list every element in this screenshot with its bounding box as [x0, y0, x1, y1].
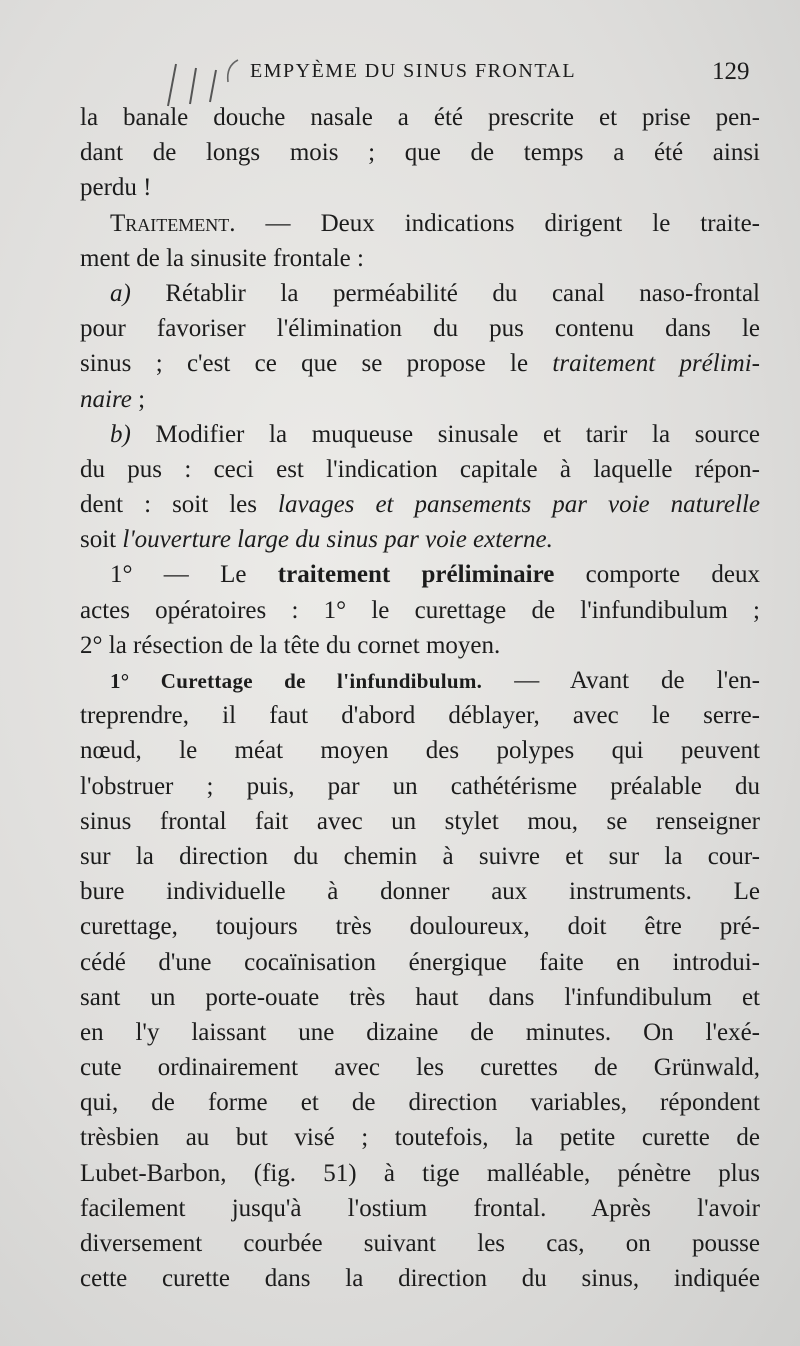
text-line: cette curette dans la direction du sinus, indiquée — [80, 1265, 760, 1293]
emphasis-text: l'ouverture large du sinus par voie externe. — [122, 526, 553, 554]
text-line: cédé d'une cocaïnisation énergique faite en introdui- — [80, 948, 760, 976]
emphasis-text: naire — [80, 385, 132, 413]
text-line: perdu ! — [80, 174, 152, 202]
text-run: 1° — Le — [110, 561, 278, 589]
text-line: la banale douche nasale a été prescrite et prise pen- — [80, 104, 760, 131]
body-text — [80, 100, 760, 1296]
text-line: facilement jusqu'à l'ostium frontal. Après l'avoir — [80, 1194, 760, 1222]
text-line — [80, 206, 760, 241]
text-line: pour favoriser l'élimination du pus contenu dans le — [80, 315, 760, 343]
text-line — [80, 663, 760, 698]
text-run: sinus ; c'est ce que se propose le — [80, 350, 553, 378]
text-line — [80, 417, 760, 452]
text-line — [80, 522, 760, 557]
text-line: bure individuelle à donner aux instruments. Le — [80, 878, 760, 906]
section-heading-traitement: Traitement. — [110, 209, 236, 237]
text-line — [80, 557, 760, 592]
text-line: dant de longs mois ; que de temps a été ainsi — [80, 139, 760, 167]
list-marker-a: a) — [110, 279, 131, 307]
text-run: — Avant de l'en- — [482, 667, 760, 694]
text-line: ment de la sinusite frontale : — [80, 244, 364, 272]
text-run: — Deux indications dirigent le traite- — [235, 209, 760, 237]
text-line: cute ordinairement avec les curettes de Grünwald, — [80, 1054, 760, 1082]
text-line: curettage, toujours très douloureux, doit être pré- — [80, 913, 760, 941]
emphasis-text: traitement prélimi- — [552, 350, 760, 378]
text-line: sinus frontal fait avec un stylet mou, se renseigner — [80, 807, 760, 835]
text-line — [80, 487, 760, 522]
subsection-heading-curettage: 1° Curettage de l'infundibulum. — [110, 669, 483, 693]
text-line: treprendre, il faut d'abord déblayer, avec le serre- — [80, 702, 760, 730]
text-run: ; — [131, 385, 146, 413]
emphasis-text: lavages et pansements par voie naturelle — [278, 491, 760, 519]
page-number: 129 — [712, 58, 750, 85]
text-line: 2° la résection de la tête du cornet moyen. — [80, 631, 501, 659]
bold-text: traitement préliminaire — [277, 561, 555, 589]
text-line: qui, de forme et de direction variables, répondent — [80, 1089, 760, 1117]
text-line — [80, 382, 760, 417]
page-header — [0, 54, 800, 90]
list-marker-b: b) — [110, 420, 131, 448]
text-line: en l'y laissant une dizaine de minutes. On l'exé- — [80, 1018, 760, 1046]
text-line: nœud, le méat moyen des polypes qui peuvent — [80, 737, 760, 765]
text-line: sur la direction du chemin à suivre et sur la cour- — [80, 842, 760, 870]
text-run: soit — [80, 526, 123, 554]
text-run: comporte deux — [554, 561, 760, 589]
text-line: sant un porte-ouate très haut dans l'infundibulum et — [80, 983, 760, 1011]
text-run: Rétablir la perméabilité du canal naso-frontal — [130, 279, 760, 307]
text-line: Lubet-Barbon, (fig. 51) à tige malléable, pénètre plus — [80, 1159, 760, 1187]
running-head: EMPYÈME DU SINUS FRONTAL — [250, 60, 577, 82]
text-line: actes opératoires : 1° le curettage de l'infundibulum ; — [80, 596, 760, 624]
text-run: Modifier la muqueuse sinusale et tarir la source — [130, 420, 760, 448]
text-line — [80, 346, 760, 381]
text-line: l'obstruer ; puis, par un cathétérisme préalable du — [80, 772, 760, 800]
text-line: trèsbien au but visé ; toutefois, la petite curette de — [80, 1124, 760, 1152]
text-line: du pus : ceci est l'indication capitale à laquelle répon- — [80, 455, 760, 483]
text-line — [80, 276, 760, 311]
text-run: dent : soit les — [80, 491, 279, 519]
text-line: diversement courbée suivant les cas, on pousse — [80, 1230, 760, 1257]
